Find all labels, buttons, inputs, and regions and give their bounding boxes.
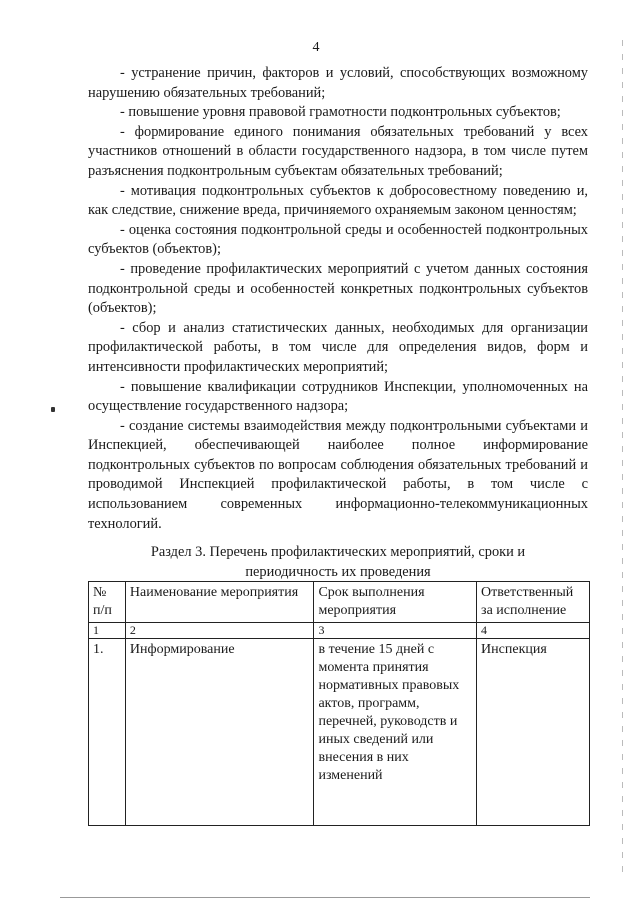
section-title-line-2: периодичность их проведения [245, 563, 431, 580]
paragraph: - повышение квалификации сотрудников Инспекции, уполномоченных на осуществление государственного надзора; [88, 378, 588, 415]
row-number: 1. [89, 639, 126, 826]
table-column-numbers-row [89, 623, 590, 639]
row-deadline: в течение 15 дней с момента принятия нормативных правовых актов, программ, перечней, руководств и иных сведений или внесения в них изменений [314, 639, 477, 826]
column-number: 4 [477, 623, 590, 639]
column-number: 1 [89, 623, 126, 639]
row-responsible: Инспекция [477, 639, 590, 826]
activities-table [88, 581, 590, 826]
row-activity-name: Информирование [125, 639, 314, 826]
paragraph: - оценка состояния подконтрольной среды и особенностей подконтрольных субъектов (объектов); [88, 221, 588, 258]
section-title [88, 543, 588, 582]
paragraph: - повышение уровня правовой грамотности подконтрольных субъектов; [120, 104, 561, 121]
header-responsible: Ответственный за исполнение [477, 582, 590, 623]
scan-edge-line [622, 40, 623, 880]
table-row [89, 639, 590, 826]
paragraph: - мотивация подконтрольных субъектов к добросовестному поведению и, как следствие, снижение вреда, причиняемого охраняемым законом ценностям; [88, 182, 588, 219]
table-header-row [89, 582, 590, 623]
column-number: 3 [314, 623, 477, 639]
header-number: № п/п [89, 582, 126, 623]
header-deadline: Срок выполнения мероприятия [314, 582, 477, 623]
body-text [88, 64, 588, 534]
paragraph: - устранение причин, факторов и условий, способствующих возможному нарушению обязательных требований; [88, 65, 588, 101]
header-activity-name: Наименование мероприятия [125, 582, 314, 623]
column-number: 2 [125, 623, 314, 639]
scan-bottom-line [60, 897, 590, 898]
paragraph: - создание системы взаимодействия между подконтрольными субъектами и Инспекцией, обеспечивающей наиболее полное информирование подконтрольных субъектов по вопросам соблюдения обязательных требований и проводимой Инспекцией профилактической работы, в том числе с использованием современных информационно-телекоммуникационных технологий. [88, 417, 588, 532]
page-number: 4 [312, 40, 320, 55]
paragraph: - проведение профилактических мероприятий с учетом данных состояния подконтрольной среды и особенностей конкретных подконтрольных субъектов (объектов); [88, 260, 588, 317]
paragraph: - формирование единого понимания обязательных требований у всех участников отношений в области государственного надзора, в том числе путем разъяснения подконтрольным субъектам обязательных требований; [88, 123, 588, 179]
paragraph: - сбор и анализ статистических данных, необходимых для организации профилактической работы, в том числе для определения видов, форм и интенсивности профилактических мероприятий; [88, 319, 588, 375]
scan-speck [51, 407, 55, 412]
section-title-line-1: Раздел 3. Перечень профилактических мероприятий, сроки и [150, 544, 526, 560]
